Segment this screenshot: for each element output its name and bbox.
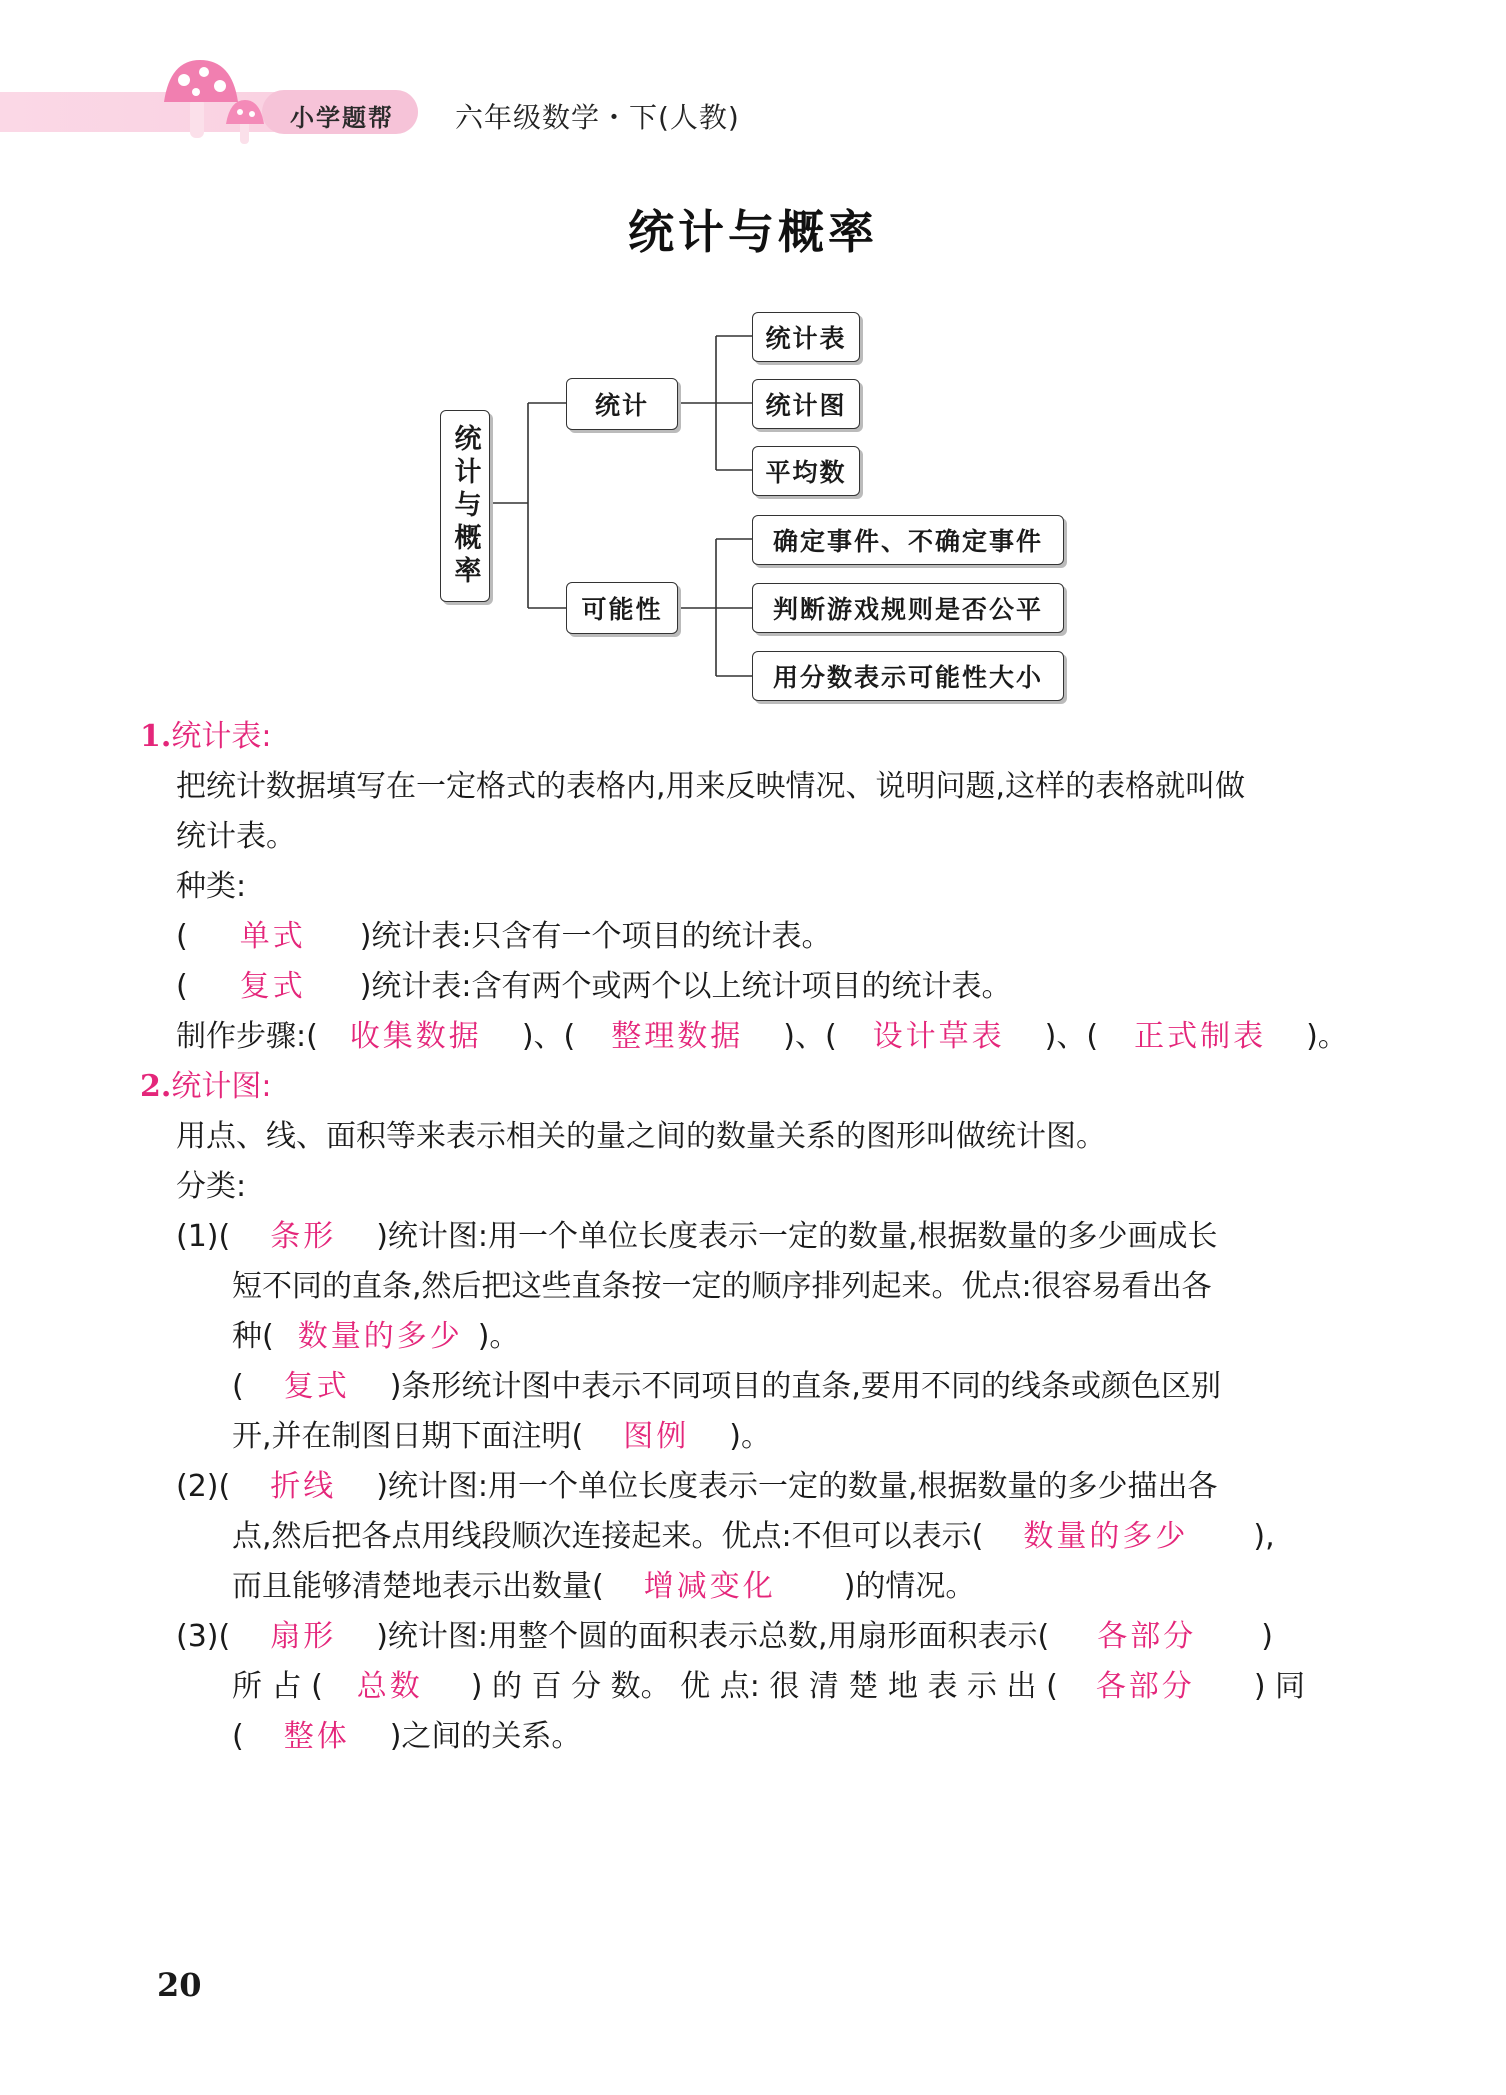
pie-chart-item-cont: 所 占 ( 总数 ) 的 百 分 数。 优 点: 很 清 楚 地 表 示 出 ( 各部分 ) 同 [232,1669,1306,1704]
section-2-heading: 2.统计图: [140,1069,272,1104]
section-1-kind-1: ( 单式 )统计表:只含有一个项目的统计表。 [176,919,832,954]
pie-chart-item: (3)( 扇形 )统计图:用整个圆的面积表示总数,用扇形面积表示( 各部分 ) [176,1619,1273,1654]
diagram-root: 统计与概率 [440,410,490,602]
diagram-branch-statistics: 统计 [566,378,678,430]
pie-chart-item-cont: ( 整体 )之间的关系。 [232,1719,582,1754]
line-chart-item-cont: 而且能够清楚地表示出数量( 增减变化 )的情况。 [232,1569,976,1604]
page-number: 20 [157,1966,202,2004]
section-1-definition-cont: 统计表。 [176,819,296,854]
diagram-item: 平均数 [752,446,860,496]
section-1-heading: 1.统计表: [140,719,272,754]
section-1-kind-2: ( 复式 )统计表:含有两个或两个以上统计项目的统计表。 [176,969,1012,1004]
compound-bar-chart-item: ( 复式 )条形统计图中表示不同项目的直条,要用不同的线条或颜色区别 [232,1369,1221,1404]
bar-chart-item-cont: 短不同的直条,然后把这些直条按一定的顺序排列起来。优点:很容易看出各 [232,1269,1212,1304]
diagram-item: 统计图 [752,379,860,429]
diagram-item: 用分数表示可能性大小 [752,651,1064,701]
diagram-item: 确定事件、不确定事件 [752,515,1064,565]
section-1-definition: 把统计数据填写在一定格式的表格内,用来反映情况、说明问题,这样的表格就叫做 [176,769,1246,804]
section-1-steps: 制作步骤:( 收集数据 )、( 整理数据 )、( 设计草表 )、( 正式制表 )。 [176,1019,1348,1054]
bar-chart-item: (1)( 条形 )统计图:用一个单位长度表示一定的数量,根据数量的多少画成长 [176,1219,1218,1254]
section-2-definition: 用点、线、面积等来表示相关的量之间的数量关系的图形叫做统计图。 [176,1119,1106,1154]
diagram-branch-possibility: 可能性 [566,582,678,634]
section-1-kinds-label: 种类: [176,869,247,904]
line-chart-item: (2)( 折线 )统计图:用一个单位长度表示一定的数量,根据数量的多少描出各 [176,1469,1218,1504]
header-subtitle: 六年级数学・下(人教) [455,101,740,134]
diagram-item: 统计表 [752,312,860,362]
bar-chart-item-cont: 种( 数量的多少 )。 [232,1319,520,1354]
line-chart-item-cont: 点,然后把各点用线段顺次连接起来。优点:不但可以表示( 数量的多少 ), [232,1519,1275,1554]
diagram-item: 判断游戏规则是否公平 [752,583,1064,633]
compound-bar-chart-item-cont: 开,并在制图日期下面注明( 图例 )。 [232,1419,771,1454]
header-brand: 小学题帮 [290,104,394,132]
section-2-kinds-label: 分类: [176,1169,247,1204]
page-title: 统计与概率 [628,205,878,259]
